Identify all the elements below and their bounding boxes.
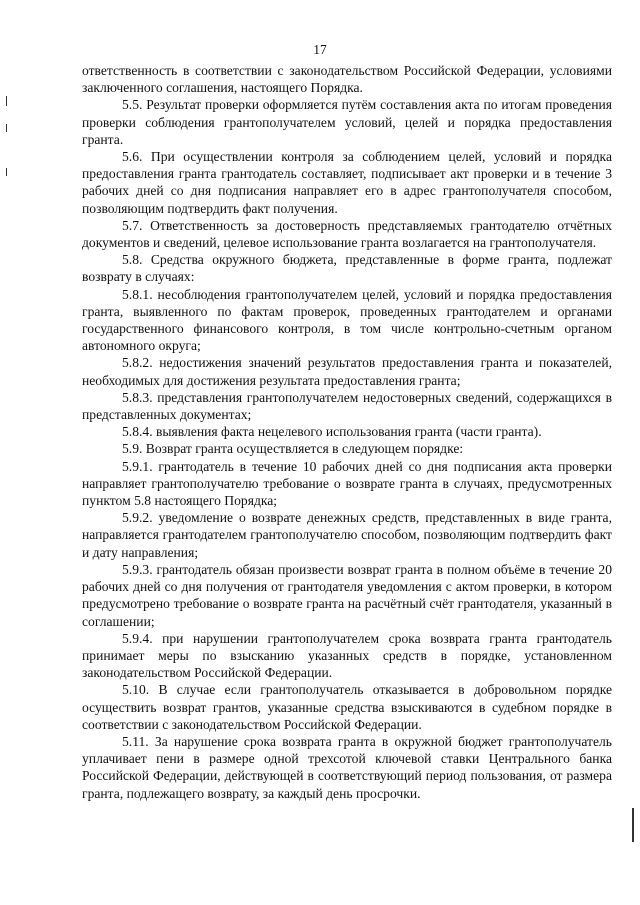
paragraph-5-11: 5.11. За нарушение срока возврата гранта в окружной бюджет грантополучатель уплачивает пени в размере одной трехсотой ключевой ставки Центрального банка Российской Федерации, действующей в соответствующий период пользования, от размера гранта, подлежащего возврату, за каждый день просрочки. [82,733,612,801]
paragraph-5-9-2: 5.9.2. уведомление о возврате денежных средств, представленных в виде гранта, направляется грантодателем грантополучателю способом, позволяющим подтвердить факт и дату направления; [82,510,612,560]
paragraph-5-8-4: 5.8.4. выявления факта нецелевого использования гранта (части гранта). [122,424,542,440]
paragraph-5-9-1: 5.9.1. грантодатель в течение 10 рабочих дней со дня подписания акта проверки направляет грантополучателю требование о возврате гранта в случаях, предусмотренных пунктом 5.8 настоящего Порядка; [82,458,612,509]
paragraph-5-8-3: 5.8.3. представления грантополучателем недостоверных сведений, содержащихся в представленных документах; [82,389,612,423]
scan-artifact-mark [6,168,7,176]
document-body [82,62,612,802]
scan-artifact-mark [6,124,7,132]
page-number: 17 [313,42,327,57]
paragraph-5-10: 5.10. В случае если грантополучатель отказывается в добровольном порядке осуществить возврат грантов, указанные средства взыскиваются в судебном порядке в соответствии с законодательством Российской Федерации. [82,682,612,732]
paragraph-5-9: 5.9. Возврат гранта осуществляется в следующем порядке: [122,441,464,457]
scan-artifact-mark [632,808,634,842]
paragraph-continuation: ответственность в соответствии с законодательством Российской Федерации, условиями заключенного соглашения, настоящего Порядка. [82,63,612,96]
paragraph-5-8: 5.8. Средства окружного бюджета, представленные в форме гранта, подлежат возврату в случаях: [82,252,612,285]
paragraph-5-8-1: 5.8.1. несоблюдения грантополучателем целей, условий и порядка предоставления гранта, выявленного по фактам проверок, проведенных грантодателем и органами государственного финансового контроля, в том числе контрольно-счетным органом автономного округа; [82,286,612,354]
paragraph-5-7: 5.7. Ответственность за достоверность представляемых грантодателю отчётных документов и сведений, целевое использование гранта возлагается на грантополучателя. [82,217,612,251]
paragraph-5-8-2: 5.8.2. недостижения значений результатов предоставления гранта и показателей, необходимых для достижения результата предоставления гранта; [82,355,612,388]
paragraph-5-9-4: 5.9.4. при нарушении грантополучателем срока возврата гранта грантодатель принимает меры по взысканию указанных средств в порядке, установленном законодательством Российской Федерации. [82,630,612,681]
paragraph-5-5: 5.5. Результат проверки оформляется путём составления акта по итогам проведения проверки соблюдения грантополучателем условий, целей и порядка предоставления гранта. [82,97,612,147]
paragraph-5-9-3: 5.9.3. грантодатель обязан произвести возврат гранта в полном объёме в течение 20 рабочих дней со дня получения от грантодателя уведомления с актом проверки, в котором предусмотрено требование о возврате гранта на расчётный счёт грантодателя, указанный в соглашении; [82,561,612,629]
scan-artifact-mark [6,96,7,106]
paragraph-5-6: 5.6. При осуществлении контроля за соблюдением целей, условий и порядка предоставления гранта грантодатель составляет, подписывает акт проверки и в течение 3 рабочих дней со дня подписания направляет его в адрес грантополучателя способом, позволяющим подтвердить факт получения. [82,149,612,216]
